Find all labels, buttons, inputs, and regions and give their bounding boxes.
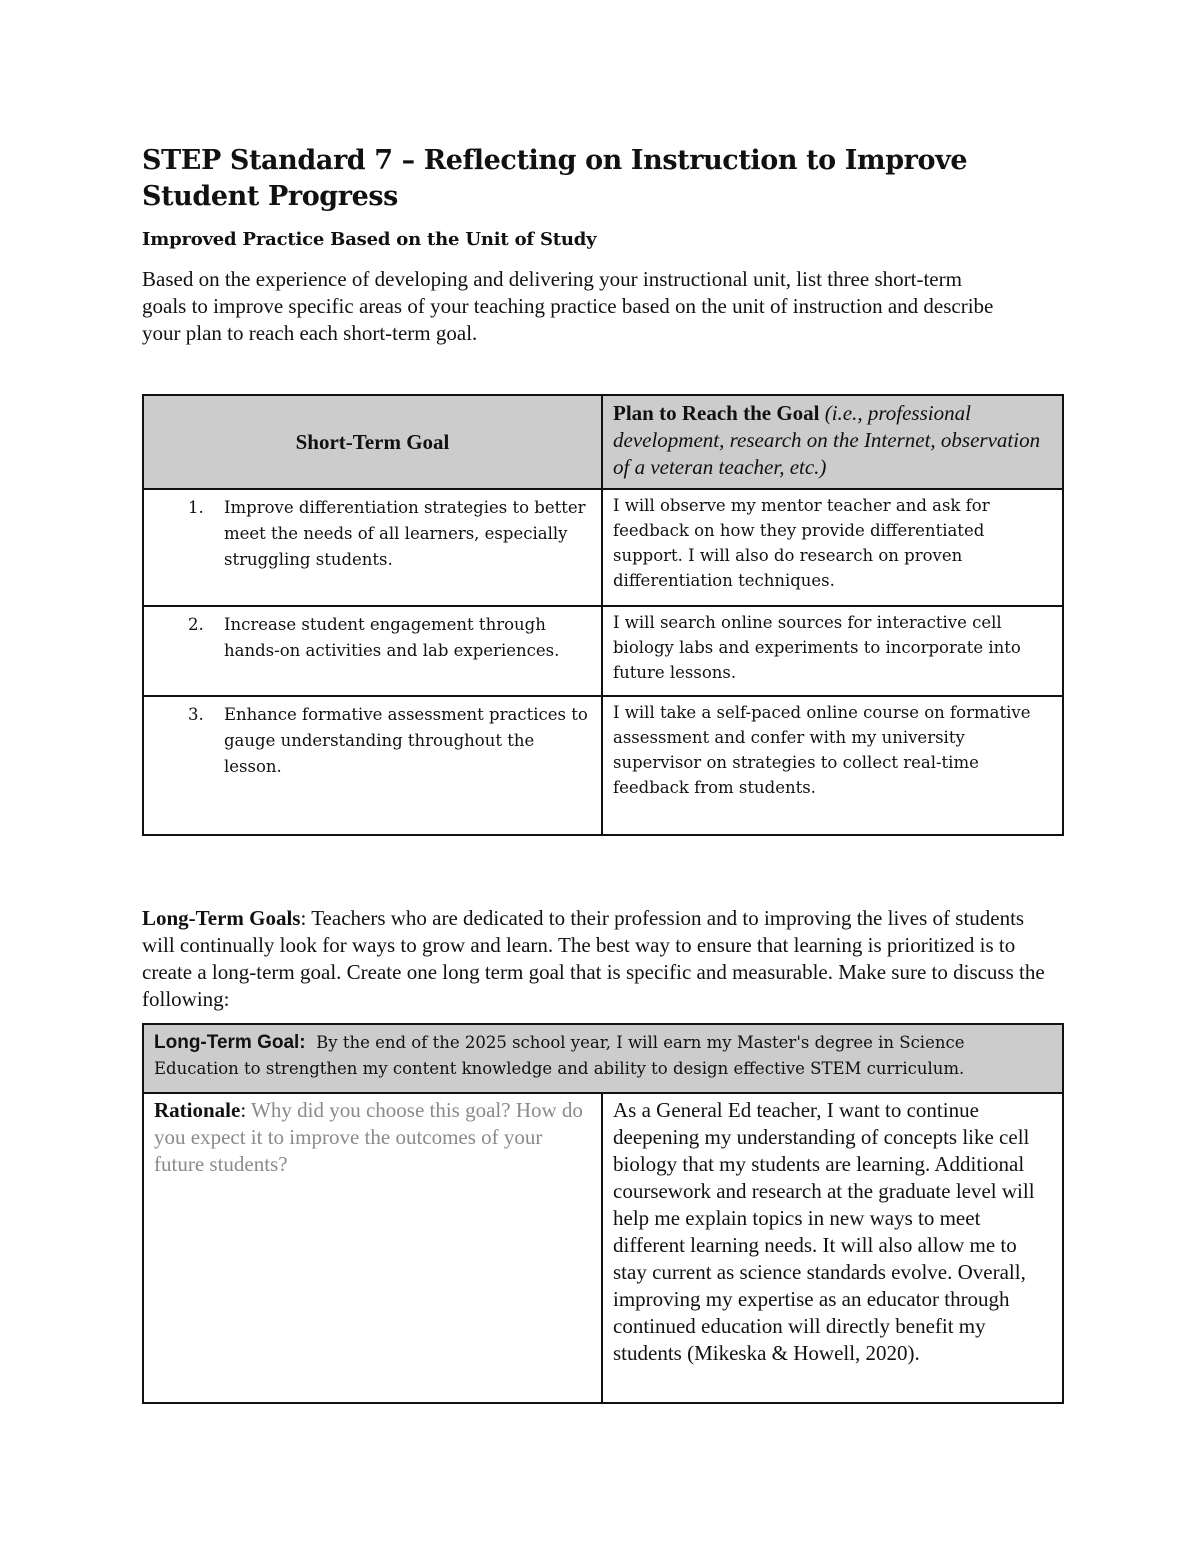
plan-header-title: Plan to Reach the Goal (613, 401, 820, 425)
plan-cell: I will search online sources for interactive cell biology labs and experiments to incorporate into future lessons. (602, 606, 1063, 696)
short-term-goals-table (142, 394, 1064, 836)
short-term-goal-header: Short-Term Goal (143, 395, 602, 489)
long-term-goal-cell (143, 1024, 1063, 1093)
plan-cell: I will observe my mentor teacher and ask for feedback on how they provide differentiated support. I will also do research on proven differentiation techniques. (602, 489, 1063, 606)
section-subheading: Improved Practice Based on the Unit of Study (142, 229, 597, 250)
table-row (143, 696, 1063, 835)
page-title: STEP Standard 7 – Reflecting on Instruction to Improve Student Progress (142, 145, 968, 212)
table-row (143, 489, 1063, 606)
goal-text: Increase student engagement through hands-on activities and lab experiences. (224, 615, 560, 660)
rationale-answer-cell: As a General Ed teacher, I want to continue deepening my understanding of concepts like cell biology that my students are learning. Additional coursework and research at the graduate level will help me explain topics in new ways to meet different learning needs. It will also allow me to stay current as science standards evolve. Overall, improving my expertise as an educator through continued education will directly benefit my students (Mikeska & Howell, 2020). (602, 1093, 1063, 1403)
rationale-prompt: Why did you choose this goal? How do you expect it to improve the outcomes of your future students? (154, 1098, 583, 1176)
goal-text: Enhance formative assessment practices to gauge understanding throughout the lesson. (224, 705, 588, 776)
plan-header (602, 395, 1063, 489)
long-term-goal-table (142, 1023, 1064, 1404)
goal-number: 1. (188, 498, 204, 517)
plan-cell: I will take a self-paced online course on formative assessment and confer with my university supervisor on strategies to collect real-time feedback from students. (602, 696, 1063, 835)
table-row (143, 606, 1063, 696)
short-term-goal-cell (143, 489, 602, 606)
intro-paragraph: Based on the experience of developing and delivering your instructional unit, list three short-term goals to improve specific areas of your teaching practice based on the unit of instruction and describe your plan to reach each short-term goal. (142, 267, 994, 345)
long-term-goal-text: By the end of the 2025 school year, I will earn my Master's degree in Science Education to strengthen my content knowledge and ability to design effective STEM curriculum. (154, 1033, 965, 1078)
rationale-prompt-cell: Rationale: Why did you choose this goal? How do you expect it to improve the outcomes of your future students? (143, 1093, 602, 1403)
long-term-intro-paragraph (142, 905, 1062, 1013)
short-term-goal-cell (143, 606, 602, 696)
rationale-label: Rationale (154, 1098, 241, 1122)
goal-number: 3. (188, 705, 204, 724)
plan-header-examples: (i.e., professional development, research on the Internet, observation of a veteran teacher, etc.) (613, 401, 1041, 479)
goal-text: Improve differentiation strategies to better meet the needs of all learners, especially struggling students. (224, 498, 586, 569)
goal-number: 2. (188, 615, 204, 634)
long-term-intro-text: : Teachers who are dedicated to their profession and to improving the lives of students will continually look for ways to grow and learn. The best way to ensure that learning is prioritized is to create a long-term goal. Create one long term goal that is specific and measurable. Make sure to discuss the following: (142, 906, 1045, 1011)
long-term-goal-label: Long-Term Goal: (154, 1032, 306, 1053)
short-term-goal-cell (143, 696, 602, 835)
long-term-intro-label: Long-Term Goals (142, 906, 301, 930)
